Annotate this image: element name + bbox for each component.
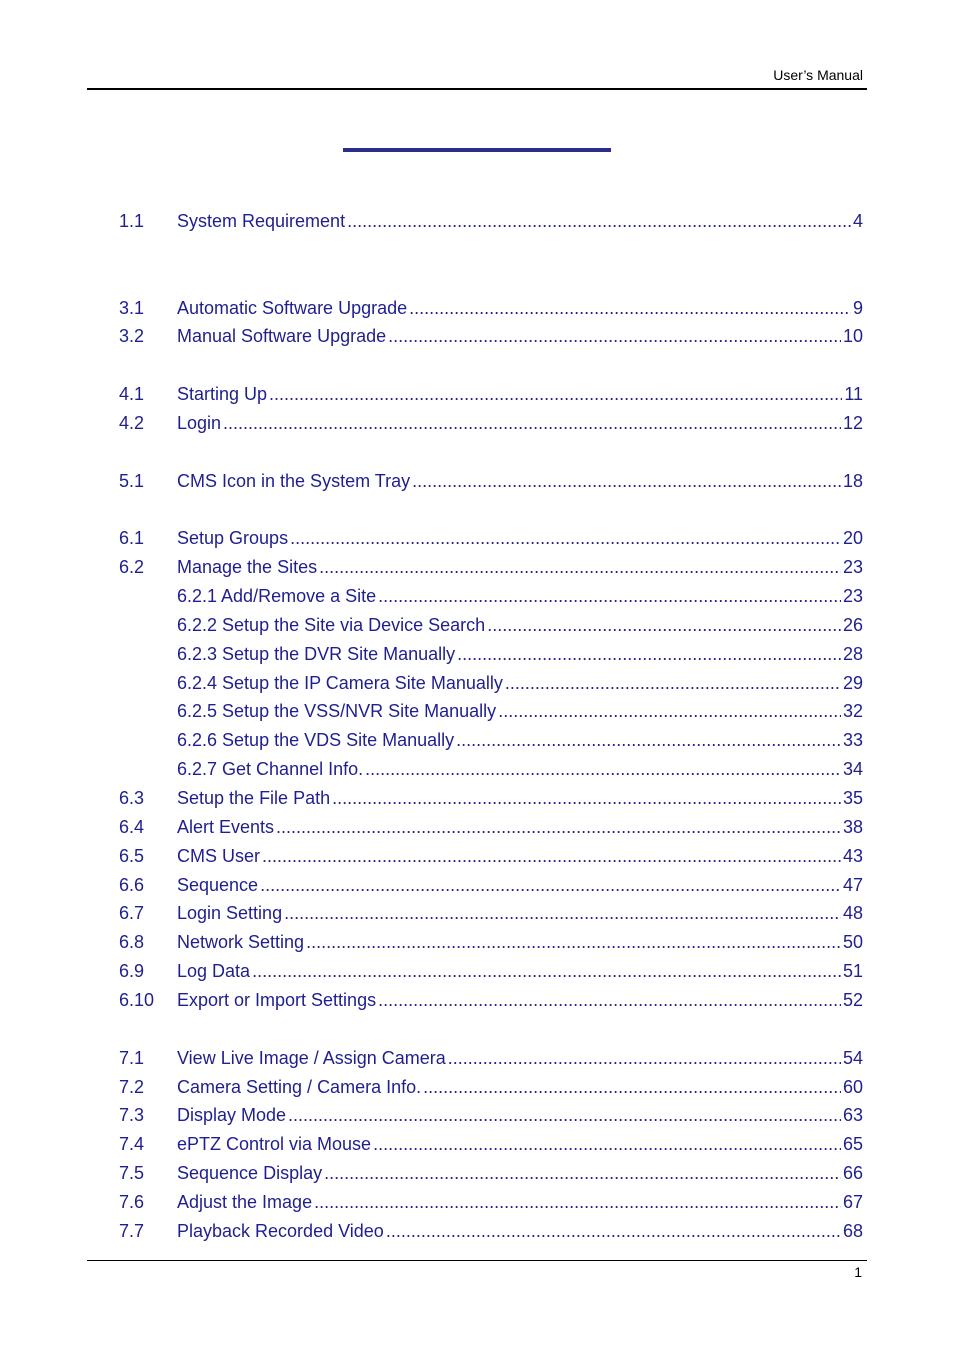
toc-entry[interactable] — [119, 1220, 863, 1242]
toc-dot-leader — [498, 700, 841, 722]
toc-entry-line — [177, 1047, 863, 1069]
toc-entry-number: 6.6 — [119, 875, 145, 895]
toc-entry-title: Starting Up — [177, 384, 268, 404]
toc-entry[interactable] — [119, 297, 863, 319]
toc-dot-leader — [306, 931, 841, 953]
toc-entry[interactable] — [119, 729, 863, 751]
toc-entry-title: 6.2.1 Add/Remove a Site — [177, 586, 377, 606]
toc-entry-title: 6.2.5 Setup the VSS/NVR Site Manually — [177, 701, 497, 721]
toc-entry-page: 18 — [842, 471, 863, 491]
toc-entry-page: 35 — [842, 788, 863, 808]
toc-entry-page: 54 — [842, 1048, 863, 1068]
toc-dot-leader — [373, 1133, 841, 1155]
toc-entry-title: View Live Image / Assign Camera — [177, 1048, 446, 1068]
toc-entry-line — [177, 787, 863, 809]
toc-entry-page: 51 — [842, 961, 863, 981]
toc-entry-title: Playback Recorded Video — [177, 1221, 384, 1241]
toc-entry-title: Setup Groups — [177, 528, 289, 548]
toc-entry-title: System Requirement — [177, 211, 346, 231]
toc-entry-title: 6.2.2 Setup the Site via Device Search — [177, 615, 486, 635]
toc-entry-line — [177, 960, 863, 982]
toc-entry-title: Display Mode — [177, 1105, 287, 1125]
toc-entry[interactable] — [119, 210, 863, 232]
toc-entry-line — [177, 470, 863, 492]
toc-entry-title: 6.2.4 Setup the IP Camera Site Manually — [177, 673, 503, 693]
toc-entry-page: 12 — [842, 413, 863, 433]
toc-dot-leader — [319, 556, 841, 578]
toc-entry-line — [177, 1104, 863, 1126]
toc-dot-leader — [487, 614, 841, 636]
toc-entry-line — [177, 210, 863, 232]
toc-entry-page: 38 — [842, 817, 863, 837]
toc-dot-leader — [378, 585, 841, 607]
toc-dot-leader — [409, 297, 851, 319]
toc-entry[interactable] — [119, 816, 863, 838]
toc-dot-leader — [276, 816, 841, 838]
toc-entry[interactable] — [119, 758, 863, 780]
toc-entry-number: 7.6 — [119, 1192, 145, 1212]
toc-entry-number: 3.1 — [119, 298, 145, 318]
toc-entry-title: 6.2.7 Get Channel Info. — [177, 759, 364, 779]
page-number: 1 — [854, 1264, 862, 1280]
toc-entry-number: 5.1 — [119, 471, 145, 491]
toc-entry[interactable] — [119, 556, 863, 578]
toc-entry-page: 9 — [852, 298, 863, 318]
toc-entry[interactable] — [119, 412, 863, 434]
toc-entry-title: Adjust the Image — [177, 1192, 313, 1212]
toc-dot-leader — [456, 729, 841, 751]
toc-entry-page: 43 — [842, 846, 863, 866]
toc-entry-number: 6.3 — [119, 788, 145, 808]
toc-dot-leader — [448, 1047, 841, 1069]
toc-entry[interactable] — [119, 874, 863, 896]
toc-entry[interactable] — [119, 700, 863, 722]
toc-entry-page: 65 — [842, 1134, 863, 1154]
toc-entry[interactable] — [119, 325, 863, 347]
toc-entry-title: Camera Setting / Camera Info. — [177, 1077, 422, 1097]
toc-entry[interactable] — [119, 960, 863, 982]
toc-entry-number: 6.9 — [119, 961, 145, 981]
toc-entry[interactable] — [119, 931, 863, 953]
toc-dot-leader — [388, 325, 841, 347]
toc-entry[interactable] — [119, 614, 863, 636]
toc-entry-title: Network Setting — [177, 932, 305, 952]
toc-entry-line — [177, 1191, 863, 1213]
toc-dot-leader — [386, 1220, 841, 1242]
toc-dot-leader — [260, 874, 841, 896]
toc-entry-line — [177, 758, 863, 780]
toc-entry-number: 6.7 — [119, 903, 145, 923]
toc-entry-page: 10 — [842, 326, 863, 346]
toc-entry-line — [177, 989, 863, 1011]
toc-entry-page: 63 — [842, 1105, 863, 1125]
toc-entry-line — [177, 845, 863, 867]
toc-entry-number: 3.2 — [119, 326, 145, 346]
toc-entry-line — [177, 672, 863, 694]
toc-dot-leader — [288, 1104, 841, 1126]
toc-entry-number: 6.2 — [119, 557, 145, 577]
toc-entry[interactable] — [119, 1162, 863, 1184]
toc-entry-title: Automatic Software Upgrade — [177, 298, 408, 318]
toc-dot-leader — [290, 527, 841, 549]
toc-entry[interactable] — [119, 845, 863, 867]
toc-dot-leader — [332, 787, 841, 809]
toc-entry-line — [177, 1220, 863, 1242]
toc-entry-line — [177, 931, 863, 953]
toc-entry-title: Manual Software Upgrade — [177, 326, 387, 346]
toc-entry-number: 7.3 — [119, 1105, 145, 1125]
toc-entry[interactable] — [119, 902, 863, 924]
toc-entry-page: 48 — [842, 903, 863, 923]
toc-entry-page: 23 — [842, 557, 863, 577]
toc-entry-page: 50 — [842, 932, 863, 952]
toc-entry-line — [177, 1162, 863, 1184]
toc-entry[interactable] — [119, 787, 863, 809]
toc-entry-number: 6.5 — [119, 846, 145, 866]
toc-entry-line — [177, 325, 863, 347]
toc-dot-leader — [457, 643, 841, 665]
toc-entry[interactable] — [119, 527, 863, 549]
toc-dot-leader — [269, 383, 842, 405]
toc-entry-line — [177, 614, 863, 636]
toc-dot-leader — [252, 960, 841, 982]
footer-rule — [87, 1260, 867, 1261]
toc-dot-leader — [324, 1162, 841, 1184]
toc-entry-page: 60 — [842, 1077, 863, 1097]
toc-dot-leader — [423, 1076, 841, 1098]
toc-entry-number: 6.10 — [119, 990, 155, 1010]
toc-entry-page: 66 — [842, 1163, 863, 1183]
toc-entry-number: 6.1 — [119, 528, 145, 548]
toc-entry-page: 67 — [842, 1192, 863, 1212]
toc-entry-line — [177, 643, 863, 665]
toc-entry-page: 68 — [842, 1221, 863, 1241]
toc-entry[interactable] — [119, 1076, 863, 1098]
toc-entry-line — [177, 1133, 863, 1155]
toc-entry-number: 7.5 — [119, 1163, 145, 1183]
toc-entry[interactable] — [119, 585, 863, 607]
toc-entry-line — [177, 700, 863, 722]
toc-entry-number: 7.4 — [119, 1134, 145, 1154]
toc-entry-number: 6.8 — [119, 932, 145, 952]
toc-dot-leader — [505, 672, 841, 694]
toc-entry-line — [177, 1076, 863, 1098]
toc-entry-line — [177, 383, 863, 405]
toc-entry-page: 29 — [842, 673, 863, 693]
toc-dot-leader — [347, 210, 851, 232]
toc-entry[interactable] — [119, 1104, 863, 1126]
toc-entry-line — [177, 902, 863, 924]
toc-entry-page: 11 — [844, 384, 863, 404]
toc-entry-title: CMS Icon in the System Tray — [177, 471, 411, 491]
toc-entry-page: 20 — [842, 528, 863, 548]
toc-dot-leader — [365, 758, 841, 780]
toc-entry[interactable] — [119, 672, 863, 694]
toc-entry-line — [177, 412, 863, 434]
toc-entry-page: 33 — [842, 730, 863, 750]
toc-entry-title: 6.2.6 Setup the VDS Site Manually — [177, 730, 455, 750]
toc-entry-title: Setup the File Path — [177, 788, 331, 808]
toc-entry-number: 6.4 — [119, 817, 145, 837]
toc-entry[interactable] — [119, 989, 863, 1011]
toc-dot-leader — [412, 470, 841, 492]
toc-entry-title: Login Setting — [177, 903, 283, 923]
toc-entry-page: 34 — [842, 759, 863, 779]
toc-entry-title: Sequence — [177, 875, 259, 895]
toc-entry-line — [177, 816, 863, 838]
toc-entry[interactable] — [119, 470, 863, 492]
toc-entry-number: 7.7 — [119, 1221, 145, 1241]
toc-entry-title: Export or Import Settings — [177, 990, 377, 1010]
toc-entry-title: Login — [177, 413, 222, 433]
toc-entry-title: Sequence Display — [177, 1163, 323, 1183]
toc-entry-page: 4 — [852, 211, 863, 231]
toc-entry-line — [177, 527, 863, 549]
toc-entry-title: CMS User — [177, 846, 261, 866]
toc-dot-leader — [314, 1191, 841, 1213]
toc-entry-page: 28 — [842, 644, 863, 664]
toc-entry-page: 26 — [842, 615, 863, 635]
toc-entry-title: Manage the Sites — [177, 557, 318, 577]
toc-entry-number: 4.1 — [119, 384, 145, 404]
toc-entry-page: 23 — [842, 586, 863, 606]
toc-entry[interactable] — [119, 1047, 863, 1069]
toc-entry-line — [177, 729, 863, 751]
toc-entry[interactable] — [119, 1191, 863, 1213]
toc-entry-number: 4.2 — [119, 413, 145, 433]
toc-entry-line — [177, 556, 863, 578]
toc-entry-number: 1.1 — [119, 211, 145, 231]
toc-entry-title: Alert Events — [177, 817, 275, 837]
toc-entry-page: 32 — [842, 701, 863, 721]
toc-dot-leader — [223, 412, 841, 434]
toc-entry[interactable] — [119, 643, 863, 665]
running-header: User’s Manual — [773, 67, 863, 83]
toc-dot-leader — [262, 845, 841, 867]
toc-entry-number: 7.1 — [119, 1048, 145, 1068]
toc-entry-title: ePTZ Control via Mouse — [177, 1134, 372, 1154]
toc-dot-leader — [378, 989, 841, 1011]
toc-entry-line — [177, 874, 863, 896]
toc-entry-page: 52 — [842, 990, 863, 1010]
toc-entry[interactable] — [119, 1133, 863, 1155]
toc-entry-line — [177, 297, 863, 319]
toc-entry-title: Log Data — [177, 961, 251, 981]
toc-dot-leader — [284, 902, 841, 924]
toc-entry[interactable] — [119, 383, 863, 405]
toc-entry-line — [177, 585, 863, 607]
toc-entry-title: 6.2.3 Setup the DVR Site Manually — [177, 644, 456, 664]
toc-entry-number: 7.2 — [119, 1077, 145, 1097]
toc-entry-page: 47 — [842, 875, 863, 895]
